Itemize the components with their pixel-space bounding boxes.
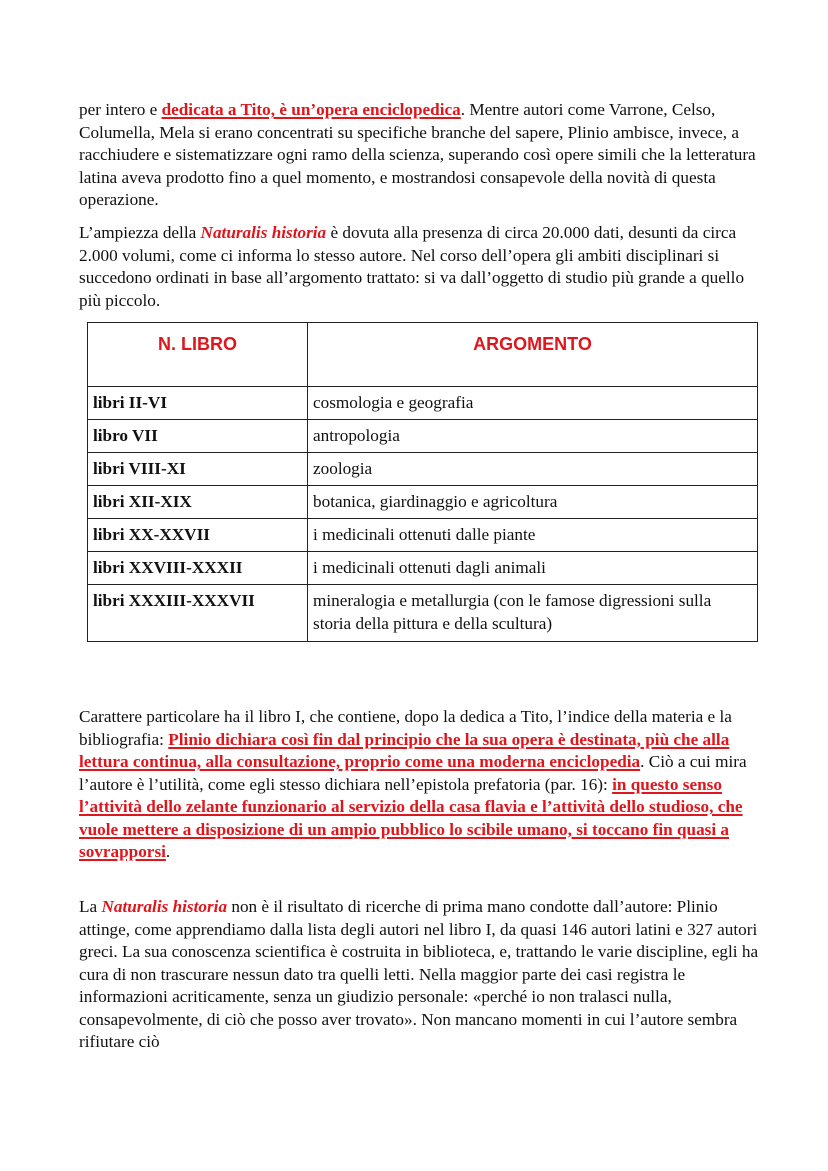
table-row xyxy=(88,387,758,420)
text: . xyxy=(165,842,171,861)
cell-argomento: mineralogia e metallurgia (con le famose digressioni sulla storia della pittura e della scultura) xyxy=(308,585,758,642)
table-row xyxy=(88,420,758,453)
text: non è il risultato di ricerche di prima mano condotte dall’autore: Plinio attinge, come apprendiamo dalla lista degli autori nel libro I, da quasi 146 autori latini e 327 autori greci. La sua conoscenza scientifica è costruita in biblioteca, e, trattando le varie discipline, egli ha cura di non trascurare nessun dato tra quelli letti. Nella maggior parte dei casi registra le informazioni acriticamente, senza un giudizio personale: «perché io non tralasci nulla, consapevolmente, di ciò che posso aver trovato». Non mancano momenti in cui l’autore sembra rifiutare ciò xyxy=(79,897,759,1051)
table-row xyxy=(88,585,758,642)
paragraph-ampiezza xyxy=(79,222,759,312)
cell-libro: libri VIII-XI xyxy=(88,453,308,486)
header-argomento: ARGOMENTO xyxy=(308,323,758,387)
cell-libro: libri XXXIII-XXXVII xyxy=(88,585,308,642)
cell-libro: libri XXVIII-XXXII xyxy=(88,552,308,585)
text: per intero e xyxy=(79,100,162,119)
text: L’ampiezza della xyxy=(79,223,201,242)
cell-libro: libri XX-XXVII xyxy=(88,519,308,552)
header-libro: N. LIBRO xyxy=(88,323,308,387)
text: è dovuta alla presenza di circa 20.000 dati, desunti da circa 2.000 volumi, come ci informa lo stesso autore. Nel corso dell’opera gli ambiti disciplinari si succedono ordinati in base all’argomento trattato: si va dall’oggetto di studio più grande a quello più piccolo. xyxy=(79,223,745,310)
cell-argomento: cosmologia e geografia xyxy=(308,387,758,420)
cell-libro: libri XII-XIX xyxy=(88,486,308,519)
paragraph-fonti xyxy=(79,896,759,1054)
text: La xyxy=(79,897,102,916)
text: . Ciò a cui mira l’autore è l’utilità, come egli stesso dichiara nell’epistola prefatoria (par. 16): xyxy=(79,752,747,794)
cell-argomento: zoologia xyxy=(308,453,758,486)
cell-argomento: i medicinali ottenuti dalle piante xyxy=(308,519,758,552)
cell-libro: libro VII xyxy=(88,420,308,453)
paragraph-libro-primo xyxy=(79,706,759,864)
table-row xyxy=(88,486,758,519)
books-table xyxy=(87,322,758,642)
cell-argomento: botanica, giardinaggio e agricoltura xyxy=(308,486,758,519)
cell-libro: libri II-VI xyxy=(88,387,308,420)
text: Carattere particolare ha il libro I, che contiene, dopo la dedica a Tito, l’indice della materia e la bibliografia: xyxy=(79,707,732,749)
table-row xyxy=(88,519,758,552)
work-title: Naturalis historia xyxy=(101,897,228,916)
text: . Mentre autori come Varrone, Celso, Columella, Mela si erano concentrati su specifiche branche del sapere, Plinio ambisce, invece, a racchiudere e sistematizzare ogni ramo della scienza, superando così opere simili che la letteratura latina aveva prodotto fino a quel momento, e mostrandosi consapevole della novità di questa operazione. xyxy=(79,100,756,209)
highlight-text: dedicata a Tito, è un’opera enciclopedica xyxy=(161,100,461,119)
cell-argomento: antropologia xyxy=(308,420,758,453)
table-header-row xyxy=(88,323,758,387)
highlight-text: Plinio dichiara così fin dal principio che la sua opera è destinata, più che alla lettura continua, alla consultazione, proprio come una moderna enciclopedia xyxy=(79,729,730,771)
table-row xyxy=(88,552,758,585)
highlight-text: in questo senso l’attività dello zelante funzionario al servizio della casa flavia e l’attività dello studioso, che vuole mettere a disposizione di un ampio pubblico lo scibile umano, si toccano fin quasi a sovrapporsi xyxy=(79,774,743,861)
paragraph-intro xyxy=(79,99,759,212)
table-row xyxy=(88,453,758,486)
work-title: Naturalis historia xyxy=(200,223,327,242)
cell-argomento: i medicinali ottenuti dagli animali xyxy=(308,552,758,585)
